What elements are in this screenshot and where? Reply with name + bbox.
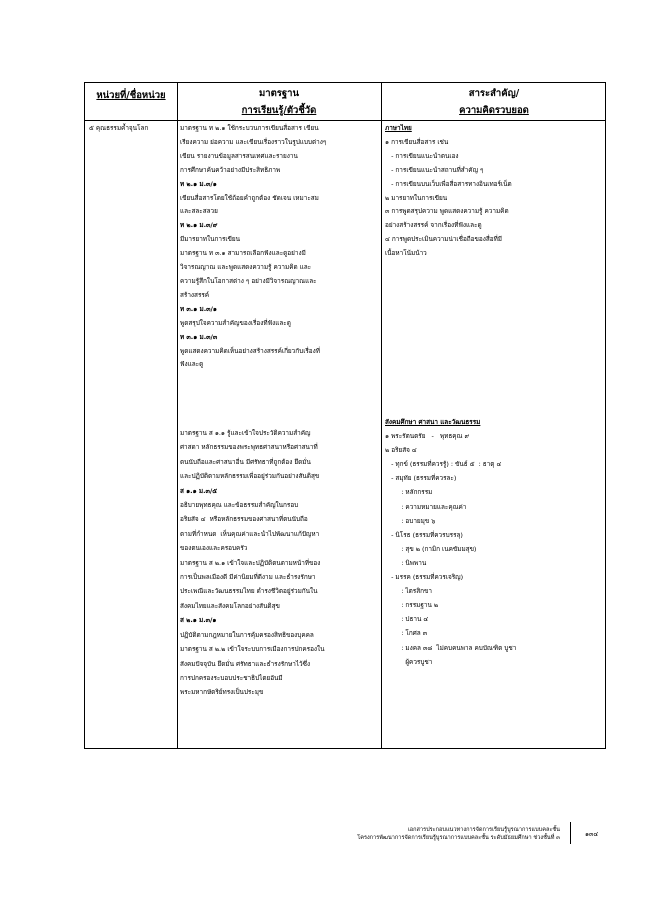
standards-list-part2 [180,426,325,700]
text-line: มาตรฐาน ส ๑.๑ รู้และเข้าใจประวัติความสำคัญ [180,429,311,437]
text-line: ผู้ควรบูชา [385,657,433,666]
text-line: - นิโรธ (ธรรมที่ควรบรรลุ) [385,530,463,539]
text-line: : โกศล ๓ [385,629,428,638]
curriculum-table [84,82,606,749]
text-line: อริยสัจ ๔ หรือหลักธรรมของศาสนาที่ตนนับถือ [180,515,308,524]
header-essence [381,85,607,119]
text-line: การปกครองระบอบประชาธิปไตยอันมี [180,673,283,682]
text-line: การศึกษาค้นคว้าอย่างมีประสิทธิภาพ [180,165,281,174]
text-line: ความรู้สึกในโอกาสต่าง ๆ อย่างมีวิจารณญาณและ [180,276,317,285]
column-divider [177,83,178,748]
footer [270,826,560,842]
text-line: ๑ การเขียนสื่อสาร เช่น [385,137,449,146]
text-line: ๓ การพูดสรุปความ พูดแสดงความรู้ ความคิด [385,207,509,216]
essence-list-part1 [385,122,512,261]
unit-name: ๕ คุณธรรมค้ำจุนโลก [89,124,149,132]
header-essence-line2: ความคิดรวบยอด [459,105,529,116]
text-line: ตามที่กำหนด เห็นคุณค่าและนำไปพัฒนาแก้ปัญหา [180,529,320,538]
header-unit: หน่วยที่/ชื่อหน่วย [96,90,166,101]
text-line: ของตนเองและครอบครัว [180,544,248,553]
text-line: : กรรมฐาน ๒ [385,601,439,610]
text-line: : อบายมุข ๖ [385,516,436,525]
text-line: ๑ พระรัตนตรัย - พุทธคุณ ๙ [385,432,470,441]
text-line: ท ๓.๑ ม.๓/๑ [180,304,217,313]
text-line: เขียน รายงานข้อมูลสารสนเทศและรายงาน [180,151,298,160]
text-line: ๒ มารยาทในการเขียน [385,193,448,202]
text-line: สังคมปัจจุบัน ยึดมั่น ศรัทธาและธำรงรักษาไว้ซึ่ง [180,659,311,668]
text-line: เขียนสื่อสารโดยใช้ถ้อยคำถูกต้อง ชัดเจน เหมาะสม [180,193,319,202]
text-line: ภาษาไทย [385,124,412,132]
text-line: อย่างสร้างสรรค์ จากเรื่องที่ฟังและดู [385,221,482,230]
text-line: - สมุทัย (ธรรมที่ควรละ) [385,474,457,483]
text-line: มาตรฐาน ส ๒.๒ เข้าใจระบบการเมืองการปกครองใน [180,645,325,654]
text-line: มาตรฐาน ท ๓.๑ สามารถเลือกฟังและดูอย่างมี [180,249,306,258]
text-line: และสละสลวย [180,207,218,216]
text-line: ท ๓.๑ ม.๓/๓ [180,332,218,341]
text-line: อธิบายพุทธคุณ และข้อธรรมสำคัญในกรอบ [180,501,299,510]
header-standard-line1: มาตรฐาน [259,88,299,99]
text-line: ประเพณีและวัฒนธรรมไทย ดำรงชีวิตอยู่ร่วมกันใน [180,587,318,596]
column-divider [381,83,382,748]
text-line: สังคมไทยและสังคมโลกอย่างสันติสุข [180,601,280,610]
text-line: : นิพพาน [385,558,427,567]
header-divider [85,120,605,121]
text-line: วิจารณญาณ และพูดแสดงความรู้ ความคิด และ [180,263,312,272]
text-line: - การเขียนแนะนำสถานที่สำคัญ ๆ [385,165,484,174]
footer-line1: เอกสารประกอบแนวทางการจัดการเรียนรู้บูรณาการแบบคละชั้น [407,827,560,833]
text-line: ตนนับถือและศาสนาอื่น มีศรัทธาที่ถูกต้อง ยึดมั่น [180,457,311,466]
text-line: : ไตรสิกขา [385,587,432,596]
text-line: และปฏิบัติตามหลักธรรมเพื่ออยู่ร่วมกันอย่างสันติสุข [180,472,320,481]
text-line: ท ๒.๑ ม.๓/๑ [180,179,217,188]
text-line: สังคมศึกษา ศาสนา และวัฒนธรรม [385,418,481,426]
text-line: ๒ อริยสัจ ๔ [385,446,417,455]
text-line: พูดสรุปใจความสำคัญของเรื่องที่ฟังและดู [180,318,291,327]
text-line: สร้างสรรค์ [180,290,210,299]
essence-list-part2 [385,415,516,669]
text-line: - มรรค (ธรรมที่ควรเจริญ) [385,573,464,582]
text-line: ส ๒.๑ ม.๓/๑ [180,616,217,625]
text-line: การเป็นพลเมืองดี มีค่านิยมที่ดีงาม และธำรงรักษา [180,573,316,582]
text-line: ๔ การพูดประเมินความน่าเชื่อถือของสื่อที่มี [385,235,502,244]
text-line: : สุข ๒ (กามิก เนคขัมมสุข) [385,544,477,553]
text-line: มีมารยาทในการเขียน [180,235,241,244]
text-line: ฟังและดู [180,360,204,369]
text-line: พูดแสดงความคิดเห็นอย่างสร้างสรรค์เกี่ยวกับเรื่องที่ [180,346,320,355]
text-line: : ปธาน ๔ [385,615,429,624]
text-line: ปฏิบัติตามกฎหมายในการคุ้มครองสิทธิของบุคคล [180,630,314,639]
page-number: ๑๓๔ [585,830,599,838]
text-line: ส ๑.๑ ม.๓/๕ [180,486,218,495]
text-line: ท ๒.๑ ม.๓/๙ [180,221,218,230]
text-line: : มงคล ๓๘ ไม่คบคนพาล คบบัณฑิต บูชา [385,643,517,652]
footer-line2: โครงการพัฒนาการจัดการเรียนรู้บูรณาการแบบคละชั้น ระดับมัธยมศึกษา ช่วงชั้นที่ ๓ [357,835,560,841]
footer-divider [570,822,571,844]
text-line: : ความหมายและคุณค่า [385,502,467,511]
text-line: - ทุกข์ (ธรรมที่ควรรู้) : ขันธ์ ๕ : ธาตุ ๔ [385,460,502,469]
text-line: เรียงความ ย่อความ และเขียนเรื่องราวในรูปแบบต่างๆ [180,137,327,146]
text-line: พระมหากษัตริย์ทรงเป็นประมุข [180,688,264,697]
text-line: - การเขียนบนเว็บเพื่อสื่อสารทางอินเทอร์เน็ต [385,179,512,188]
text-line: : หลักกรรม [385,488,433,497]
header-standard-line2: การเรียนรู้/ตัวชี้วัด [241,105,317,116]
text-line: - การเขียนแนะนำตนเอง [385,151,459,160]
text-line: มาตรฐาน ส ๒.๑ เข้าใจและปฏิบัติตนตามหน้าที่ของ [180,558,321,567]
standards-list-part1 [180,122,326,372]
header-essence-line1: สาระสำคัญ/ [468,88,520,99]
text-line: ศาสดา หลักธรรมของพระพุทธศาสนาหรือศาสนาที่ [180,443,318,452]
header-standard [177,85,381,119]
text-line: มาตรฐาน ท ๒.๑ ใช้กระบวนการเขียนสื่อสาร เขียน [180,124,319,132]
text-line: เนื้อหาโน้มน้าว [385,249,427,258]
